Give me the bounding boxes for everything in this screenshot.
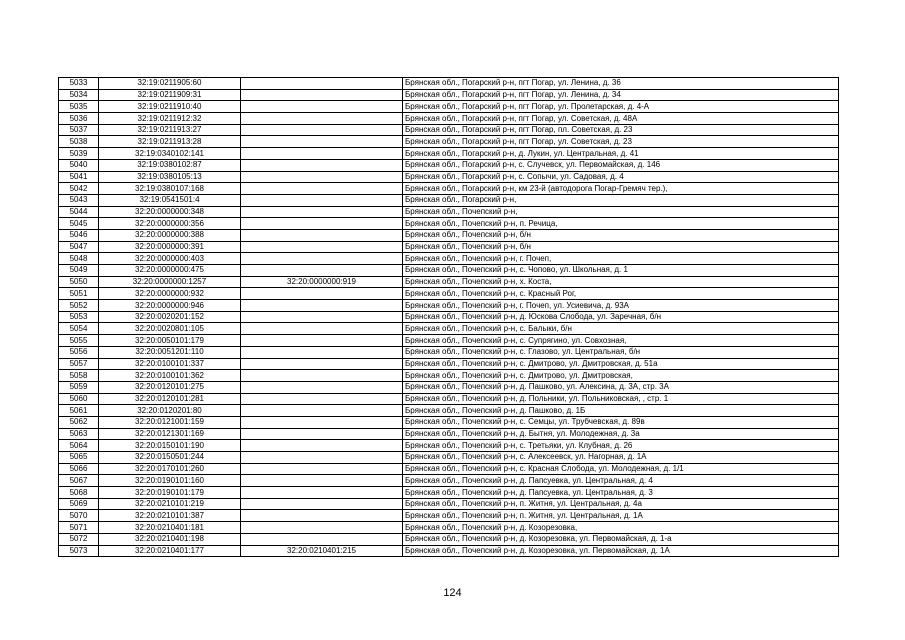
record-number-cell: 5045 bbox=[59, 218, 99, 230]
address-cell: Брянская обл., Почепский р-н, с. Дмитрово, ул. Дмитровская, д. 51а bbox=[403, 358, 839, 370]
record-number-cell: 5069 bbox=[59, 498, 99, 510]
cadastral-number-cell: 32:20:0020201:152 bbox=[99, 311, 241, 323]
table-row bbox=[59, 218, 839, 230]
cadastral-number-cell: 32:20:0121001:159 bbox=[99, 416, 241, 428]
cadastral-number-cell: 32:20:0190101:160 bbox=[99, 475, 241, 487]
address-cell: Брянская обл., Почепский р-н, г. Почеп, ул. Усиевича, д. 93А bbox=[403, 300, 839, 312]
address-cell: Брянская обл., Почепский р-н, д. Пашково, д. 1Б bbox=[403, 405, 839, 417]
address-cell: Брянская обл., Почепский р-н, с. Дмитрово, ул. Дмитровская, bbox=[403, 370, 839, 382]
address-cell: Брянская обл., Почепский р-н, п. Речица, bbox=[403, 218, 839, 230]
record-number-cell: 5059 bbox=[59, 381, 99, 393]
parent-cadastral-number-cell bbox=[241, 346, 403, 358]
parent-cadastral-number-cell bbox=[241, 335, 403, 347]
parent-cadastral-number-cell bbox=[241, 253, 403, 265]
record-number-cell: 5056 bbox=[59, 346, 99, 358]
table-row bbox=[59, 113, 839, 125]
cadastral-number-cell: 32:20:0000000:391 bbox=[99, 241, 241, 253]
parent-cadastral-number-cell bbox=[241, 89, 403, 101]
cadastral-number-cell: 32:20:0210401:177 bbox=[99, 545, 241, 557]
address-cell: Брянская обл., Почепский р-н, д. Пашково, ул. Алексина, д. 3А, стр. 3А bbox=[403, 381, 839, 393]
cadastral-number-cell: 32:20:0051201:110 bbox=[99, 346, 241, 358]
table-row bbox=[59, 475, 839, 487]
table-row bbox=[59, 522, 839, 534]
record-number-cell: 5047 bbox=[59, 241, 99, 253]
record-number-cell: 5044 bbox=[59, 206, 99, 218]
parent-cadastral-number-cell bbox=[241, 101, 403, 113]
table-row bbox=[59, 533, 839, 545]
record-number-cell: 5057 bbox=[59, 358, 99, 370]
parent-cadastral-number-cell bbox=[241, 288, 403, 300]
cadastral-number-cell: 32:20:0120201:80 bbox=[99, 405, 241, 417]
cadastral-number-cell: 32:20:0210101:219 bbox=[99, 498, 241, 510]
table-row bbox=[59, 440, 839, 452]
table-row bbox=[59, 101, 839, 113]
address-cell: Брянская обл., Погарский р-н, с. Случевск, ул. Первомайская, д. 146 bbox=[403, 159, 839, 171]
record-number-cell: 5062 bbox=[59, 416, 99, 428]
parent-cadastral-number-cell bbox=[241, 241, 403, 253]
cadastral-number-cell: 32:20:0000000:932 bbox=[99, 288, 241, 300]
address-cell: Брянская обл., Почепский р-н, п. Житня, ул. Центральная, д. 1А bbox=[403, 510, 839, 522]
address-cell: Брянская обл., Почепский р-н, б/н bbox=[403, 229, 839, 241]
table-row bbox=[59, 124, 839, 136]
cadastral-number-cell: 32:20:0150501:244 bbox=[99, 452, 241, 464]
parent-cadastral-number-cell bbox=[241, 440, 403, 452]
parent-cadastral-number-cell bbox=[241, 358, 403, 370]
address-cell: Брянская обл., Почепский р-н, д. Бытня, ул. Молодежная, д. 3а bbox=[403, 428, 839, 440]
parent-cadastral-number-cell bbox=[241, 510, 403, 522]
cadastral-number-cell: 32:19:0211912:32 bbox=[99, 113, 241, 125]
table-row bbox=[59, 159, 839, 171]
cadastral-number-cell: 32:19:0211910:40 bbox=[99, 101, 241, 113]
address-cell: Брянская обл., Почепский р-н, д. Козорезовка, ул. Первомайская, д. 1А bbox=[403, 545, 839, 557]
cadastral-number-cell: 32:19:0380105:13 bbox=[99, 171, 241, 183]
records-table bbox=[58, 77, 839, 557]
record-number-cell: 5061 bbox=[59, 405, 99, 417]
parent-cadastral-number-cell bbox=[241, 416, 403, 428]
cadastral-number-cell: 32:19:0211909:31 bbox=[99, 89, 241, 101]
parent-cadastral-number-cell bbox=[241, 533, 403, 545]
parent-cadastral-number-cell bbox=[241, 311, 403, 323]
table-row bbox=[59, 335, 839, 347]
record-number-cell: 5071 bbox=[59, 522, 99, 534]
record-number-cell: 5063 bbox=[59, 428, 99, 440]
table-row bbox=[59, 498, 839, 510]
parent-cadastral-number-cell bbox=[241, 194, 403, 206]
address-cell: Брянская обл., Почепский р-н, х. Коста, bbox=[403, 276, 839, 288]
cadastral-number-cell: 32:19:0340102:141 bbox=[99, 148, 241, 160]
table-row bbox=[59, 276, 839, 288]
record-number-cell: 5073 bbox=[59, 545, 99, 557]
address-cell: Брянская обл., Погарский р-н, пгт Погар, ул. Ленина, д. 36 bbox=[403, 78, 839, 90]
record-number-cell: 5033 bbox=[59, 78, 99, 90]
record-number-cell: 5037 bbox=[59, 124, 99, 136]
address-cell: Брянская обл., Почепский р-н, с. Супрягино, ул. Совхозная, bbox=[403, 335, 839, 347]
cadastral-number-cell: 32:20:0000000:403 bbox=[99, 253, 241, 265]
record-number-cell: 5053 bbox=[59, 311, 99, 323]
cadastral-number-cell: 32:19:0211905:60 bbox=[99, 78, 241, 90]
record-number-cell: 5042 bbox=[59, 183, 99, 195]
record-number-cell: 5058 bbox=[59, 370, 99, 382]
table-row bbox=[59, 78, 839, 90]
table-row bbox=[59, 288, 839, 300]
table-row bbox=[59, 171, 839, 183]
cadastral-number-cell: 32:20:0000000:356 bbox=[99, 218, 241, 230]
parent-cadastral-number-cell bbox=[241, 265, 403, 277]
table-row bbox=[59, 265, 839, 277]
table-row bbox=[59, 136, 839, 148]
address-cell: Брянская обл., Погарский р-н, пгт Погар, ул. Ленина, д. 34 bbox=[403, 89, 839, 101]
parent-cadastral-number-cell bbox=[241, 171, 403, 183]
address-cell: Брянская обл., Погарский р-н, пгт Погар, ул. Советская, д. 48А bbox=[403, 113, 839, 125]
parent-cadastral-number-cell bbox=[241, 370, 403, 382]
address-cell: Брянская обл., Погарский р-н, пгт Погар, ул. Пролетарская, д. 4-А bbox=[403, 101, 839, 113]
record-number-cell: 5049 bbox=[59, 265, 99, 277]
table-row bbox=[59, 253, 839, 265]
parent-cadastral-number-cell bbox=[241, 463, 403, 475]
record-number-cell: 5041 bbox=[59, 171, 99, 183]
cadastral-number-cell: 32:20:0100101:337 bbox=[99, 358, 241, 370]
address-cell: Брянская обл., Почепский р-н, г. Почеп, bbox=[403, 253, 839, 265]
table-row bbox=[59, 510, 839, 522]
parent-cadastral-number-cell bbox=[241, 393, 403, 405]
record-number-cell: 5043 bbox=[59, 194, 99, 206]
table-row bbox=[59, 148, 839, 160]
cadastral-number-cell: 32:20:0100101:362 bbox=[99, 370, 241, 382]
cadastral-number-cell: 32:20:0000000:388 bbox=[99, 229, 241, 241]
address-cell: Брянская обл., Почепский р-н, б/н bbox=[403, 241, 839, 253]
record-number-cell: 5064 bbox=[59, 440, 99, 452]
record-number-cell: 5060 bbox=[59, 393, 99, 405]
record-number-cell: 5067 bbox=[59, 475, 99, 487]
parent-cadastral-number-cell bbox=[241, 405, 403, 417]
parent-cadastral-number-cell bbox=[241, 475, 403, 487]
record-number-cell: 5050 bbox=[59, 276, 99, 288]
parent-cadastral-number-cell bbox=[241, 487, 403, 499]
cadastral-number-cell: 32:20:0170101:260 bbox=[99, 463, 241, 475]
table-row bbox=[59, 545, 839, 557]
parent-cadastral-number-cell bbox=[241, 148, 403, 160]
record-number-cell: 5046 bbox=[59, 229, 99, 241]
cadastral-number-cell: 32:20:0121301:169 bbox=[99, 428, 241, 440]
address-cell: Брянская обл., Почепский р-н, п. Житня, ул. Центральная, д. 4а bbox=[403, 498, 839, 510]
parent-cadastral-number-cell bbox=[241, 498, 403, 510]
record-number-cell: 5035 bbox=[59, 101, 99, 113]
table-row bbox=[59, 358, 839, 370]
table-row bbox=[59, 346, 839, 358]
parent-cadastral-number-cell: 32:20:0210401:215 bbox=[241, 545, 403, 557]
record-number-cell: 5051 bbox=[59, 288, 99, 300]
cadastral-number-cell: 32:20:0210401:181 bbox=[99, 522, 241, 534]
parent-cadastral-number-cell bbox=[241, 78, 403, 90]
parent-cadastral-number-cell bbox=[241, 522, 403, 534]
address-cell: Брянская обл., Почепский р-н, с. Красный Рог, bbox=[403, 288, 839, 300]
record-number-cell: 5066 bbox=[59, 463, 99, 475]
parent-cadastral-number-cell bbox=[241, 113, 403, 125]
cadastral-number-cell: 32:19:0211913:27 bbox=[99, 124, 241, 136]
cadastral-number-cell: 32:20:0210401:198 bbox=[99, 533, 241, 545]
table-row bbox=[59, 323, 839, 335]
address-cell: Брянская обл., Погарский р-н, bbox=[403, 194, 839, 206]
record-number-cell: 5065 bbox=[59, 452, 99, 464]
parent-cadastral-number-cell bbox=[241, 183, 403, 195]
address-cell: Брянская обл., Почепский р-н, с. Глазово, ул. Центральная, б/н bbox=[403, 346, 839, 358]
table-row bbox=[59, 194, 839, 206]
address-cell: Брянская обл., Почепский р-н, bbox=[403, 206, 839, 218]
parent-cadastral-number-cell bbox=[241, 159, 403, 171]
address-cell: Брянская обл., Погарский р-н, км 23-й (автодорога Погар-Гремяч тер.), bbox=[403, 183, 839, 195]
record-number-cell: 5070 bbox=[59, 510, 99, 522]
table-row bbox=[59, 241, 839, 253]
address-cell: Брянская обл., Почепский р-н, с. Чопово, ул. Школьная, д. 1 bbox=[403, 265, 839, 277]
cadastral-number-cell: 32:20:0120101:281 bbox=[99, 393, 241, 405]
address-cell: Брянская обл., Почепский р-н, д. Козорезовка, bbox=[403, 522, 839, 534]
address-cell: Брянская обл., Погарский р-н, пгт Погар, пл. Советская, д. 23 bbox=[403, 124, 839, 136]
address-cell: Брянская обл., Почепский р-н, с. Алексеевск, ул. Нагорная, д. 1А bbox=[403, 452, 839, 464]
address-cell: Брянская обл., Почепский р-н, с. Третьяки, ул. Клубная, д. 26 bbox=[403, 440, 839, 452]
record-number-cell: 5054 bbox=[59, 323, 99, 335]
table-row bbox=[59, 370, 839, 382]
address-cell: Брянская обл., Почепский р-н, д. Папсуевка, ул. Центральная, д. 4 bbox=[403, 475, 839, 487]
record-number-cell: 5034 bbox=[59, 89, 99, 101]
page-number: 124 bbox=[443, 587, 462, 599]
table-row bbox=[59, 416, 839, 428]
address-cell: Брянская обл., Почепский р-н, с. Балыки, б/н bbox=[403, 323, 839, 335]
cadastral-number-cell: 32:20:0210101:387 bbox=[99, 510, 241, 522]
parent-cadastral-number-cell bbox=[241, 323, 403, 335]
table-row bbox=[59, 183, 839, 195]
table-row bbox=[59, 463, 839, 475]
cadastral-number-cell: 32:19:0380102:87 bbox=[99, 159, 241, 171]
record-number-cell: 5039 bbox=[59, 148, 99, 160]
record-number-cell: 5052 bbox=[59, 300, 99, 312]
table-row bbox=[59, 381, 839, 393]
table-row bbox=[59, 89, 839, 101]
parent-cadastral-number-cell: 32:20:0000000:919 bbox=[241, 276, 403, 288]
table-row bbox=[59, 206, 839, 218]
table-row bbox=[59, 229, 839, 241]
cadastral-number-cell: 32:19:0211913:28 bbox=[99, 136, 241, 148]
record-number-cell: 5038 bbox=[59, 136, 99, 148]
address-cell: Брянская обл., Почепский р-н, с. Семцы, ул. Трубчевская, д. 89в bbox=[403, 416, 839, 428]
parent-cadastral-number-cell bbox=[241, 124, 403, 136]
table-row bbox=[59, 300, 839, 312]
address-cell: Брянская обл., Погарский р-н, пгт Погар, ул. Советская, д. 23 bbox=[403, 136, 839, 148]
record-number-cell: 5055 bbox=[59, 335, 99, 347]
parent-cadastral-number-cell bbox=[241, 136, 403, 148]
record-number-cell: 5036 bbox=[59, 113, 99, 125]
record-number-cell: 5040 bbox=[59, 159, 99, 171]
cadastral-number-cell: 32:20:0150101:190 bbox=[99, 440, 241, 452]
records-table-body bbox=[59, 78, 839, 557]
address-cell: Брянская обл., Погарский р-н, д. Лукин, ул. Центральная, д. 41 bbox=[403, 148, 839, 160]
table-row bbox=[59, 487, 839, 499]
address-cell: Брянская обл., Почепский р-н, д. Польники, ул. Польниковская, , стр. 1 bbox=[403, 393, 839, 405]
table-row bbox=[59, 393, 839, 405]
cadastral-number-cell: 32:19:0380107:168 bbox=[99, 183, 241, 195]
parent-cadastral-number-cell bbox=[241, 300, 403, 312]
table-row bbox=[59, 311, 839, 323]
cadastral-number-cell: 32:20:0020801:105 bbox=[99, 323, 241, 335]
parent-cadastral-number-cell bbox=[241, 381, 403, 393]
table-row bbox=[59, 428, 839, 440]
address-cell: Брянская обл., Почепский р-н, д. Козорезовка, ул. Первомайская, д. 1-а bbox=[403, 533, 839, 545]
record-number-cell: 5048 bbox=[59, 253, 99, 265]
cadastral-number-cell: 32:20:0190101:179 bbox=[99, 487, 241, 499]
cadastral-number-cell: 32:20:0050101:179 bbox=[99, 335, 241, 347]
address-cell: Брянская обл., Почепский р-н, д. Папсуевка, ул. Центральная, д. 3 bbox=[403, 487, 839, 499]
cadastral-number-cell: 32:19:0541501:4 bbox=[99, 194, 241, 206]
cadastral-number-cell: 32:20:0000000:946 bbox=[99, 300, 241, 312]
parent-cadastral-number-cell bbox=[241, 428, 403, 440]
parent-cadastral-number-cell bbox=[241, 218, 403, 230]
cadastral-number-cell: 32:20:0120101:275 bbox=[99, 381, 241, 393]
address-cell: Брянская обл., Почепский р-н, с. Красная Слобода, ул. Молодежная, д. 1/1 bbox=[403, 463, 839, 475]
table-row bbox=[59, 405, 839, 417]
record-number-cell: 5068 bbox=[59, 487, 99, 499]
address-cell: Брянская обл., Почепский р-н, д. Юскова Слобода, ул. Заречная, б/н bbox=[403, 311, 839, 323]
parent-cadastral-number-cell bbox=[241, 229, 403, 241]
cadastral-number-cell: 32:20:0000000:348 bbox=[99, 206, 241, 218]
parent-cadastral-number-cell bbox=[241, 206, 403, 218]
cadastral-number-cell: 32:20:0000000:475 bbox=[99, 265, 241, 277]
cadastral-number-cell: 32:20:0000000:1257 bbox=[99, 276, 241, 288]
table-row bbox=[59, 452, 839, 464]
parent-cadastral-number-cell bbox=[241, 452, 403, 464]
address-cell: Брянская обл., Погарский р-н, с. Сопычи, ул. Садовая, д. 4 bbox=[403, 171, 839, 183]
record-number-cell: 5072 bbox=[59, 533, 99, 545]
